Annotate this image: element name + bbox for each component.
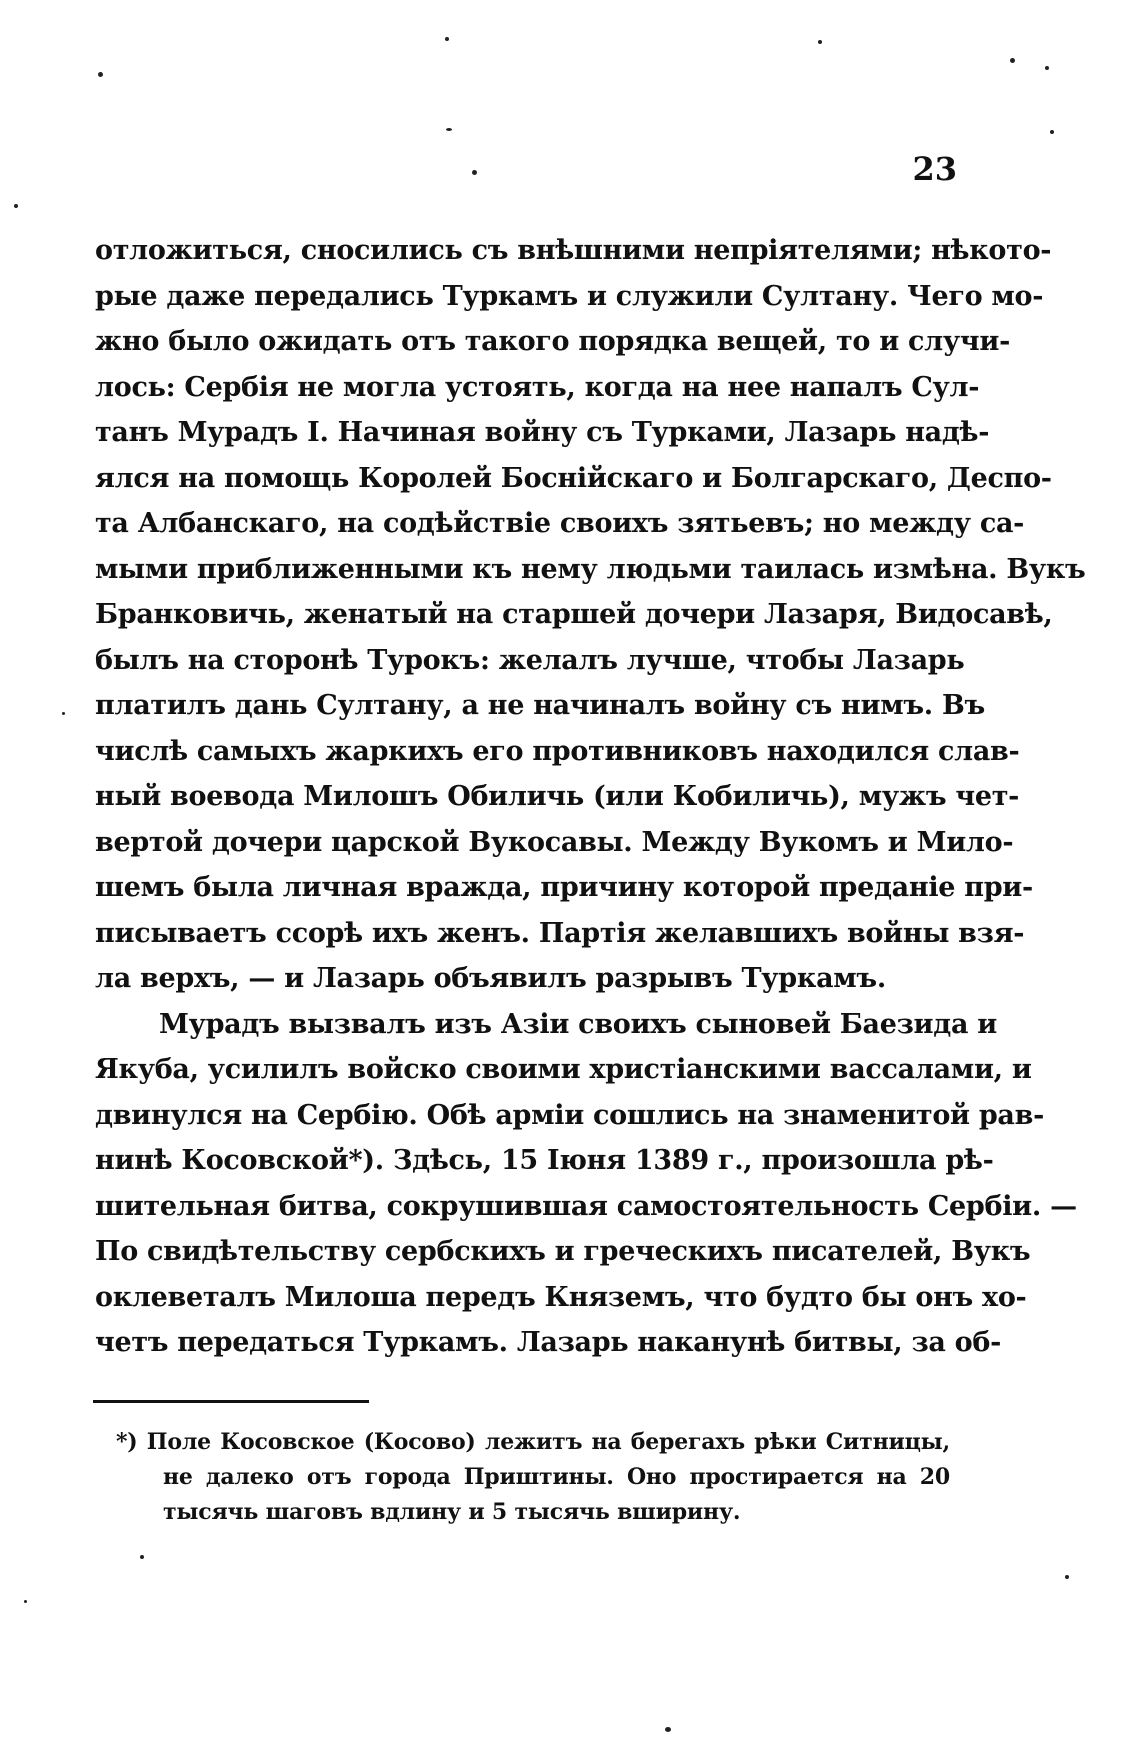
text-line: шемъ была личная вражда, причину которой преданіе при- [95, 872, 1033, 903]
scan-speck [445, 37, 449, 41]
text-line: Мурадъ вызвалъ изъ Азіи своихъ сыновей Баезида и [159, 1008, 997, 1040]
footnote-line: *) Поле Косовское (Косово) лежитъ на берегахъ рѣки Ситницы, [116, 1429, 950, 1455]
scan-speck [14, 204, 18, 208]
paragraph [95, 1002, 1077, 1366]
scan-speck [472, 170, 477, 175]
main-text [95, 228, 1086, 1366]
scan-speck [1010, 58, 1015, 63]
text-line: вертой дочери царской Вукосавы. Между Вукомъ и Мило- [95, 826, 1014, 858]
text-line: четъ передаться Туркамъ. Лазарь наканунѣ битвы, за об- [95, 1327, 1002, 1358]
text-line: лось: Сербія не могла устоять, когда на нее напалъ Сул- [95, 371, 980, 403]
text-line: Бранковичь, женатый на старшей дочери Лазаря, Видосавѣ, [95, 599, 1053, 630]
text-line: жно было ожидать отъ такого порядка вещей, то и случи- [95, 326, 1010, 357]
text-line: танъ Мурадъ I. Начиная войну съ Турками, Лазарь надѣ- [95, 417, 990, 448]
footnote-line: не далеко отъ города Приштины. Оно простирается на 20 [163, 1464, 950, 1490]
scan-speck [665, 1727, 671, 1732]
text-line: отложиться, сносились съ внѣшними непріятелями; нѣкото- [95, 235, 1052, 266]
text-line: та Албанскаго, на содѣйствіе своихъ зятьевъ; но между са- [95, 508, 1025, 539]
footnote-divider [93, 1400, 369, 1403]
text-line: двинулся на Сербію. Обѣ арміи сошлись на знаменитой рав- [95, 1099, 1044, 1131]
text-line: оклеветалъ Милоша передъ Княземъ, что будто бы онъ хо- [95, 1281, 1027, 1313]
text-line: ла верхъ, — и Лазарь объявилъ разрывъ Туркамъ. [95, 963, 886, 994]
scan-speck [62, 712, 65, 715]
scan-speck [98, 72, 103, 77]
text-line: шительная битва, сокрушившая самостоятельность Сербіи. — [95, 1190, 1077, 1222]
text-line: ный воевода Милошъ Обиличь (или Кобиличь), мужъ чет- [95, 781, 1020, 812]
paragraph [95, 228, 1086, 1002]
text-line: платилъ дань Султану, а не начиналъ войну съ нимъ. Въ [95, 690, 985, 721]
scan-speck [1050, 130, 1054, 134]
scan-speck [818, 40, 822, 44]
footnote-line: тысячь шаговъ вдлину и 5 тысячь вширину. [163, 1499, 741, 1525]
scan-speck [1045, 66, 1049, 70]
footnote [116, 1425, 950, 1530]
text-line: былъ на сторонѣ Турокъ: желалъ лучше, чтобы Лазарь [95, 644, 965, 676]
text-line: Якуба, усилилъ войско своими христіанскими вассалами, и [95, 1054, 1032, 1085]
page-number: 23 [912, 150, 957, 188]
scan-speck [446, 128, 452, 131]
text-line: мыми приближенными къ нему людьми таилась измѣна. Вукъ [95, 553, 1086, 585]
text-line: писываетъ ссорѣ ихъ женъ. Партія желавшихъ войны взя- [95, 917, 1025, 949]
scan-speck [24, 1600, 27, 1603]
text-line: рые даже передались Туркамъ и служили Султану. Чего мо- [95, 280, 1044, 312]
text-line: ялся на помощь Королей Боснійскаго и Болгарскаго, Деспо- [95, 462, 1052, 494]
scan-speck [140, 1555, 144, 1559]
text-line: нинѣ Косовской*). Здѣсь, 15 Іюня 1389 г., произошла рѣ- [95, 1145, 994, 1176]
text-line: числѣ самыхъ жаркихъ его противниковъ находился слав- [95, 735, 1020, 767]
scan-speck [1065, 1575, 1069, 1579]
text-line: По свидѣтельству сербскихъ и греческихъ писателей, Вукъ [95, 1236, 1031, 1267]
